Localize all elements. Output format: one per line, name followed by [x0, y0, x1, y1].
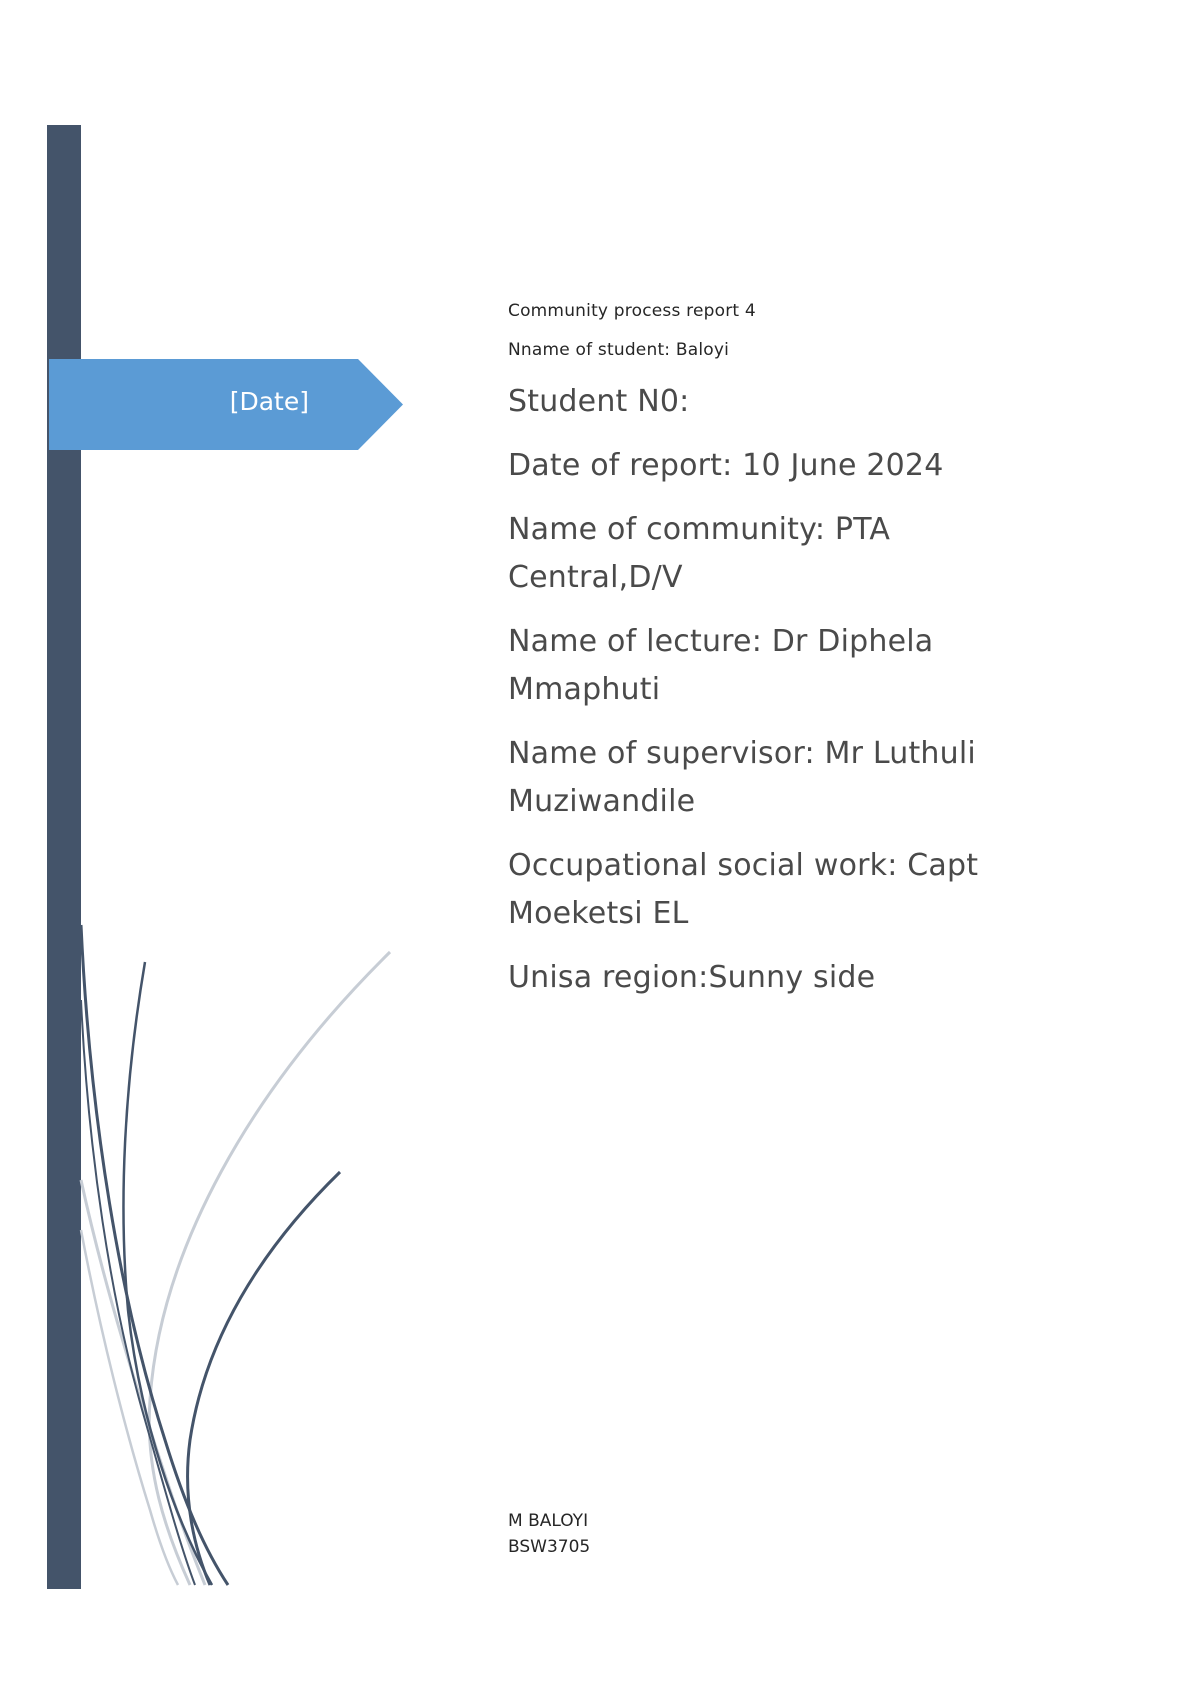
- supervisor-name: Name of supervisor: Mr Luthuli Muziwandile: [508, 736, 976, 819]
- student-name: Nname of student: Baloyi: [508, 340, 730, 360]
- curve-dark-1: [81, 925, 228, 1585]
- unisa-region: Unisa region:Sunny side: [508, 960, 876, 995]
- occupational-social-work: Occupational social work: Capt Moeketsi EL: [508, 848, 979, 931]
- curve-light-2: [81, 1180, 205, 1585]
- author-name: M BALOYI: [508, 1511, 589, 1531]
- date-banner: [49, 359, 403, 450]
- date-of-report: Date of report: 10 June 2024: [508, 448, 944, 483]
- sidebar-bar: [47, 125, 81, 1589]
- banner-arrow-shape: [49, 359, 403, 450]
- author-footer: [508, 1508, 590, 1560]
- curve-dark-3: [188, 1172, 340, 1585]
- lecturer-name: Name of lecture: Dr Diphela Mmaphuti: [508, 624, 934, 707]
- date-placeholder[interactable]: [Date]: [229, 387, 309, 416]
- community-name: Name of community: PTA Central,D/V: [508, 512, 891, 595]
- curve-dark-2: [123, 962, 212, 1585]
- student-number: Student N0:: [508, 384, 690, 419]
- curve-light-1: [149, 952, 390, 1585]
- report-details: [508, 300, 1028, 1018]
- course-code: BSW3705: [508, 1537, 591, 1557]
- banner-arrow-polygon: [49, 359, 403, 450]
- curve-light-3: [81, 1230, 178, 1585]
- curve-dark-4: [81, 1000, 195, 1585]
- report-subtitle: Community process report 4: [508, 301, 756, 321]
